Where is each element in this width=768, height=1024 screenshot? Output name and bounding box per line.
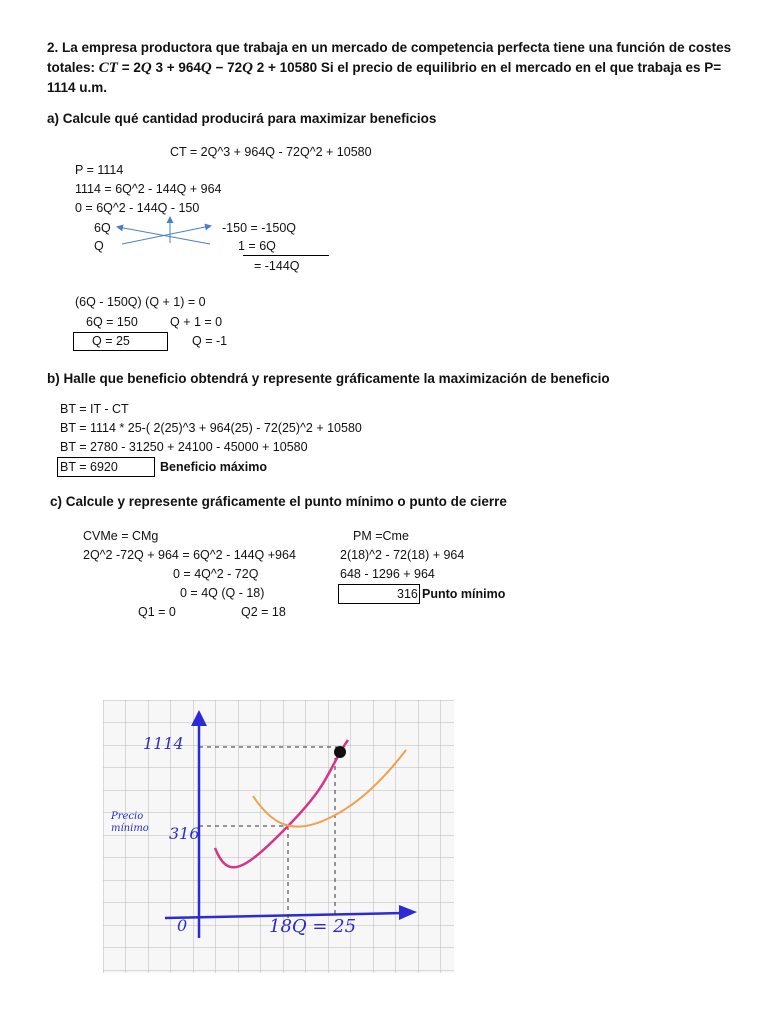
- x-label: 18Q = 25: [269, 916, 357, 937]
- pm-line: 648 - 1296 + 964: [340, 567, 435, 581]
- factored-equation: (6Q - 150Q) (Q + 1) = 0: [75, 295, 206, 309]
- y-label-min-2: mínimo: [111, 823, 149, 834]
- equation-line: 0 = 6Q^2 - 144Q - 150: [75, 201, 200, 215]
- graph-photo: [103, 700, 454, 973]
- equilibrium-point: [334, 746, 346, 758]
- q2-root: Q2 = 18: [241, 605, 286, 619]
- ct-equation: CT = 2Q^3 + 964Q - 72Q^2 + 10580: [170, 145, 372, 159]
- cross-sum: = -144Q: [254, 259, 300, 273]
- problem-line-2c: 3 + 964: [151, 60, 201, 75]
- bt-line: BT = 1114 * 25-( 2(25)^3 + 964(25) - 72(25)^2 + 10580: [60, 421, 362, 435]
- cross-result-2: 1 = 6Q: [238, 239, 276, 253]
- problem-line-2: [47, 60, 721, 77]
- q1-root: Q1 = 0: [138, 605, 176, 619]
- cross-result-1: -150 = -150Q: [222, 221, 297, 235]
- problem-line-2b: = 2: [117, 60, 141, 75]
- y-label-price: 1114: [143, 734, 184, 753]
- problem-line-2e: 2 + 10580 Si el precio de equilibrio en el mercado en el que trabaja es P=: [252, 60, 722, 75]
- part-a-heading: a) Calcule qué cantidad producirá para maximizar beneficios: [47, 111, 437, 126]
- arrow-line: [118, 227, 210, 244]
- pm-label: Punto mínimo: [422, 587, 506, 601]
- c-line: CVMe = CMg: [83, 529, 159, 543]
- equation-line: 1114 = 6Q^2 - 144Q + 964: [75, 182, 222, 196]
- pm-line: PM =Cme: [353, 529, 409, 543]
- part-b-heading: b) Halle que beneficio obtendrá y represente gráficamente la maximización de beneficio: [47, 371, 610, 386]
- bt-line: BT = 2780 - 31250 + 24100 - 45000 + 10580: [60, 440, 308, 454]
- part-c-heading: c) Calcule y represente gráficamente el punto mínimo o punto de cierre: [50, 494, 507, 509]
- problem-line-1: 2. La empresa productora que trabaja en un mercado de competencia perfecta tiene una función de costes: [47, 40, 732, 55]
- q-symbol: Q: [242, 60, 253, 76]
- problem-line-2d: − 72: [211, 60, 243, 75]
- cross-term-6q: 6Q: [94, 221, 111, 235]
- bt-result: BT = 6920: [60, 460, 118, 474]
- answer-qneg: Q = -1: [192, 334, 228, 348]
- problem-line-3: 1114 u.m.: [47, 80, 108, 95]
- bt-label: Beneficio máximo: [160, 460, 267, 474]
- origin-label: 0: [177, 916, 188, 935]
- cross-arrows: [110, 213, 220, 253]
- solution-2: Q + 1 = 0: [170, 315, 223, 329]
- y-label-316: 316: [169, 824, 200, 843]
- q-symbol: Q: [200, 60, 212, 76]
- solution-1: 6Q = 150: [86, 315, 138, 329]
- sum-line: [243, 255, 329, 256]
- y-label-min-1: Precio: [111, 811, 144, 822]
- bt-line: BT = IT - CT: [60, 402, 129, 416]
- ct-symbol: CT: [98, 60, 118, 76]
- c-line: 0 = 4Q^2 - 72Q: [173, 567, 259, 581]
- problem-line-2a: totales:: [47, 60, 99, 75]
- answer-q25: Q = 25: [92, 334, 130, 348]
- pm-line: 2(18)^2 - 72(18) + 964: [340, 548, 465, 562]
- price-equation: P = 1114: [75, 163, 124, 177]
- c-line: 2Q^2 -72Q + 964 = 6Q^2 - 144Q +964: [83, 548, 296, 562]
- cross-term-q: Q: [94, 239, 104, 253]
- q-symbol: Q: [140, 60, 152, 76]
- pm-value: 316: [397, 587, 418, 601]
- c-line: 0 = 4Q (Q - 18): [180, 586, 265, 600]
